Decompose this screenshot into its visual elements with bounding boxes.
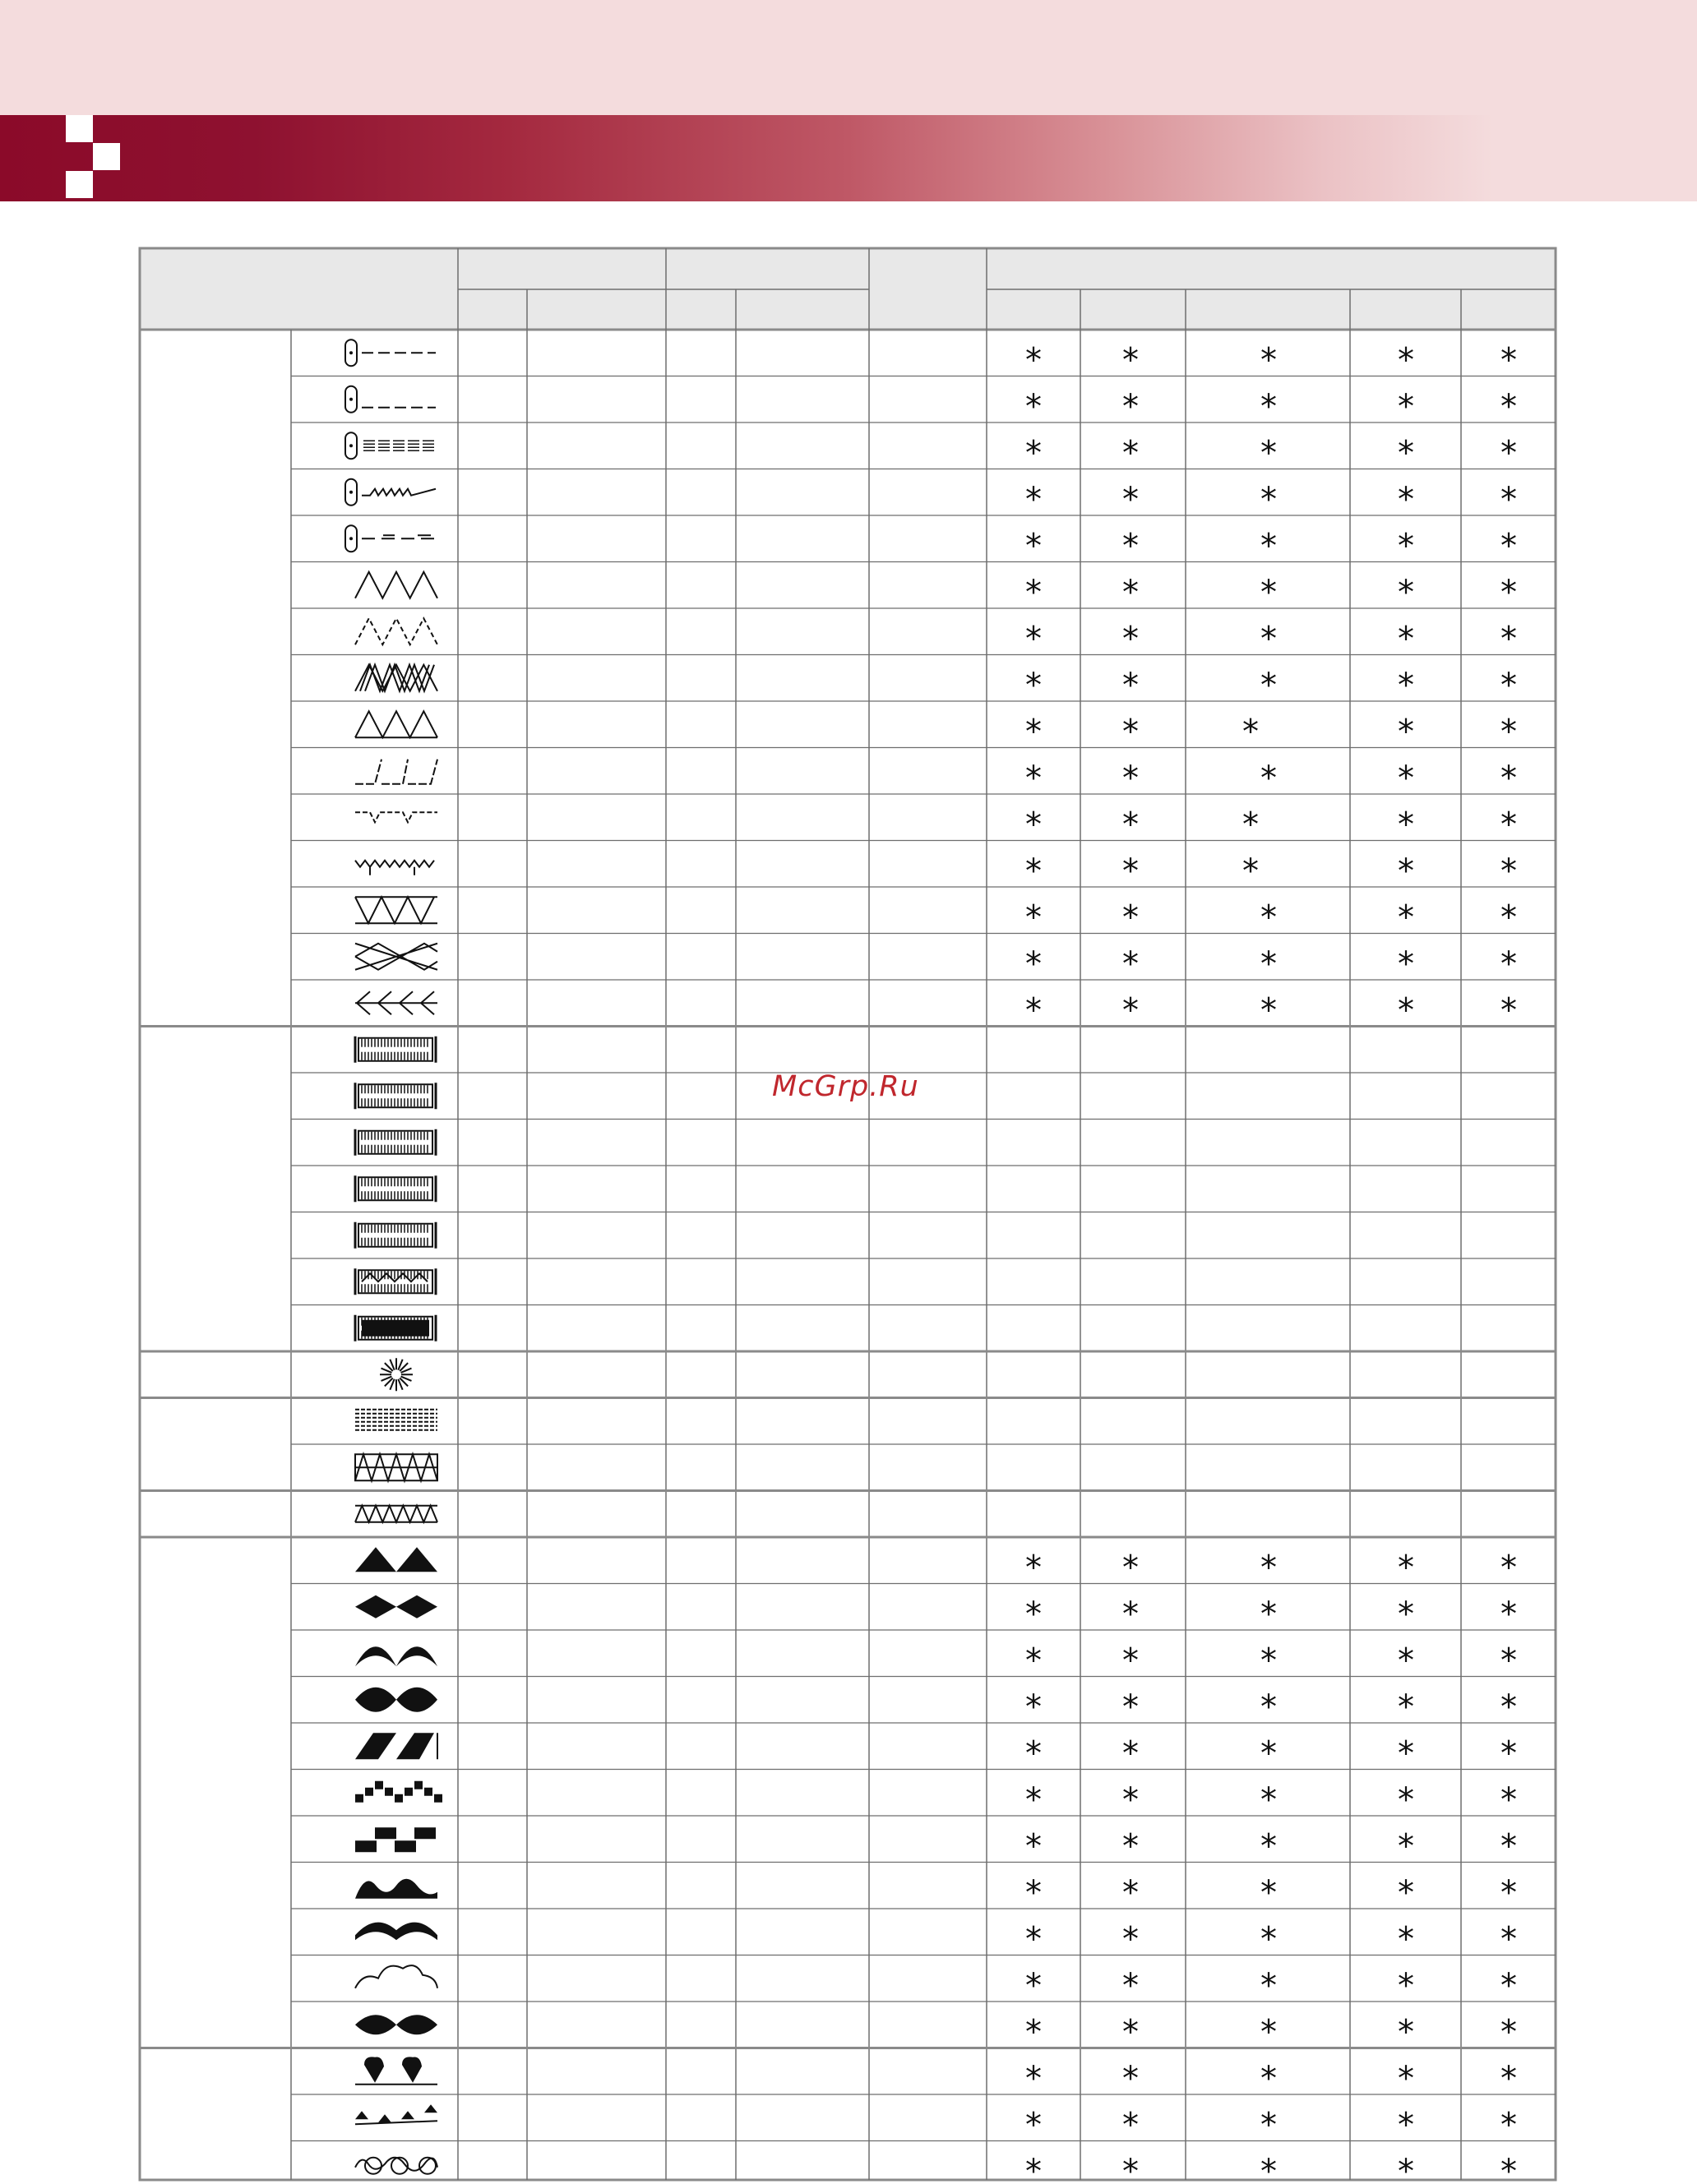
asterisk-mark: * (1122, 1595, 1139, 1633)
asterisk-mark: * (1260, 2106, 1277, 2145)
asterisk-mark: * (1500, 1734, 1517, 1773)
asterisk-mark: * (1398, 1549, 1414, 1587)
asterisk-mark: * (1122, 387, 1139, 426)
asterisk-mark: * (1122, 620, 1139, 658)
asterisk-mark: * (1260, 991, 1277, 1030)
asterisk-mark: * (1260, 387, 1277, 426)
asterisk-mark: * (1398, 434, 1414, 473)
asterisk-mark: * (1398, 991, 1414, 1030)
asterisk-mark: * (1122, 2013, 1139, 2052)
asterisk-mark: * (1242, 806, 1259, 844)
asterisk-mark: * (1500, 666, 1517, 704)
asterisk-mark: * (1025, 713, 1042, 751)
asterisk-mark: * (1500, 944, 1517, 983)
asterisk-mark: * (1025, 387, 1042, 426)
asterisk-mark: * (1025, 806, 1042, 844)
asterisk-mark: * (1260, 2152, 1277, 2184)
watermark-text: McGrp.Ru (772, 1070, 919, 1103)
asterisk-mark: * (1500, 480, 1517, 519)
asterisk-mark: * (1122, 852, 1139, 890)
asterisk-mark: * (1398, 1920, 1414, 1959)
asterisk-mark: * (1122, 1688, 1139, 1726)
asterisk-mark: * (1398, 1966, 1414, 2005)
asterisk-mark: * (1260, 759, 1277, 797)
asterisk-mark: * (1500, 620, 1517, 658)
asterisk-mark: * (1398, 527, 1414, 566)
asterisk-mark: * (1500, 2152, 1517, 2184)
asterisk-mark: * (1500, 1827, 1517, 1866)
asterisk-mark: * (1122, 991, 1139, 1030)
asterisk-mark: * (1500, 713, 1517, 751)
asterisk-mark: * (1260, 434, 1277, 473)
asterisk-mark: * (1260, 620, 1277, 658)
asterisk-mark: * (1398, 806, 1414, 844)
asterisk-mark: * (1398, 1780, 1414, 1819)
asterisk-mark: * (1025, 1780, 1042, 1819)
asterisk-mark: * (1122, 2059, 1139, 2098)
asterisk-mark: * (1500, 1688, 1517, 1726)
asterisk-mark: * (1398, 573, 1414, 612)
asterisk-mark: * (1260, 1595, 1277, 1633)
asterisk-mark: * (1500, 1641, 1517, 1680)
asterisk-mark: * (1500, 852, 1517, 890)
asterisk-mark: * (1025, 2059, 1042, 2098)
asterisk-mark: * (1122, 573, 1139, 612)
asterisk-mark: * (1500, 759, 1517, 797)
asterisk-mark: * (1398, 666, 1414, 704)
table-body-fill (140, 330, 1556, 2180)
asterisk-mark: * (1260, 1966, 1277, 2005)
asterisk-mark: * (1398, 1688, 1414, 1726)
asterisk-mark: * (1122, 1827, 1139, 1866)
asterisk-mark: * (1025, 434, 1042, 473)
asterisk-mark: * (1260, 1641, 1277, 1680)
asterisk-mark: * (1025, 2152, 1042, 2184)
asterisk-mark: * (1500, 434, 1517, 473)
asterisk-mark: * (1500, 387, 1517, 426)
asterisk-mark: * (1398, 898, 1414, 937)
asterisk-mark: * (1260, 1688, 1277, 1726)
asterisk-mark: * (1500, 2013, 1517, 2052)
asterisk-mark: * (1398, 759, 1414, 797)
asterisk-mark: * (1025, 944, 1042, 983)
asterisk-mark: * (1260, 1734, 1277, 1773)
asterisk-mark: * (1398, 852, 1414, 890)
asterisk-mark: * (1260, 944, 1277, 983)
asterisk-mark: * (1025, 1966, 1042, 2005)
asterisk-mark: * (1260, 527, 1277, 566)
asterisk-mark: * (1122, 480, 1139, 519)
asterisk-mark: * (1500, 1873, 1517, 1912)
asterisk-mark: * (1025, 991, 1042, 1030)
asterisk-mark: * (1398, 480, 1414, 519)
asterisk-mark: * (1122, 1780, 1139, 1819)
asterisk-mark: * (1025, 1734, 1042, 1773)
asterisk-mark: * (1122, 1920, 1139, 1959)
asterisk-mark: * (1242, 852, 1259, 890)
asterisk-mark: * (1025, 1827, 1042, 1866)
asterisk-mark: * (1500, 1595, 1517, 1633)
asterisk-mark: * (1260, 1873, 1277, 1912)
asterisk-mark: * (1122, 759, 1139, 797)
asterisk-mark: * (1025, 620, 1042, 658)
asterisk-mark: * (1398, 944, 1414, 983)
asterisk-mark: * (1500, 806, 1517, 844)
asterisk-mark: * (1122, 713, 1139, 751)
asterisk-mark: * (1500, 1780, 1517, 1819)
asterisk-mark: * (1500, 2059, 1517, 2098)
asterisk-mark: * (1398, 1873, 1414, 1912)
asterisk-mark: * (1122, 1641, 1139, 1680)
asterisk-mark: * (1122, 898, 1139, 937)
asterisk-mark: * (1025, 573, 1042, 612)
asterisk-mark: * (1122, 527, 1139, 566)
asterisk-mark: * (1500, 1966, 1517, 2005)
asterisk-mark: * (1122, 1966, 1139, 2005)
asterisk-mark: * (1260, 1827, 1277, 1866)
asterisk-mark: * (1398, 2059, 1414, 2098)
asterisk-mark: * (1500, 573, 1517, 612)
asterisk-mark: * (1122, 2152, 1139, 2184)
asterisk-mark: * (1260, 2059, 1277, 2098)
asterisk-mark: * (1260, 480, 1277, 519)
asterisk-mark: * (1122, 434, 1139, 473)
asterisk-mark: * (1500, 1920, 1517, 1959)
asterisk-mark: * (1500, 2106, 1517, 2145)
asterisk-mark: * (1500, 1549, 1517, 1587)
asterisk-mark: * (1025, 2013, 1042, 2052)
asterisk-mark: * (1122, 806, 1139, 844)
asterisk-mark: * (1260, 573, 1277, 612)
asterisk-mark: * (1025, 1595, 1042, 1633)
asterisk-mark: * (1122, 944, 1139, 983)
asterisk-mark: * (1260, 898, 1277, 937)
asterisk-mark: * (1025, 852, 1042, 890)
asterisk-mark: * (1260, 1780, 1277, 1819)
asterisk-mark: * (1025, 1641, 1042, 1680)
asterisk-mark: * (1025, 480, 1042, 519)
asterisk-mark: * (1260, 1920, 1277, 1959)
asterisk-mark: * (1025, 898, 1042, 937)
asterisk-mark: * (1122, 341, 1139, 380)
asterisk-mark: * (1025, 527, 1042, 566)
asterisk-mark: * (1398, 1595, 1414, 1633)
asterisk-mark: * (1025, 2106, 1042, 2145)
asterisk-mark: * (1398, 2106, 1414, 2145)
asterisk-mark: * (1500, 527, 1517, 566)
asterisk-mark: * (1398, 2152, 1414, 2184)
asterisk-mark: * (1025, 1920, 1042, 1959)
asterisk-mark: * (1025, 1873, 1042, 1912)
asterisk-mark: * (1025, 1688, 1042, 1726)
asterisk-mark: * (1398, 1641, 1414, 1680)
asterisk-mark: * (1500, 898, 1517, 937)
asterisk-mark: * (1398, 1734, 1414, 1773)
asterisk-mark: * (1122, 1873, 1139, 1912)
asterisk-mark: * (1025, 341, 1042, 380)
asterisk-mark: * (1122, 1734, 1139, 1773)
asterisk-mark: * (1122, 1549, 1139, 1587)
asterisk-mark: * (1025, 759, 1042, 797)
asterisk-mark: * (1398, 341, 1414, 380)
asterisk-mark: * (1398, 1827, 1414, 1866)
asterisk-mark: * (1260, 666, 1277, 704)
asterisk-mark: * (1398, 387, 1414, 426)
asterisk-mark: * (1398, 2013, 1414, 2052)
asterisk-mark: * (1398, 620, 1414, 658)
asterisk-mark: * (1122, 666, 1139, 704)
asterisk-mark: * (1500, 341, 1517, 380)
asterisk-mark: * (1500, 991, 1517, 1030)
asterisk-mark: * (1398, 713, 1414, 751)
asterisk-mark: * (1260, 341, 1277, 380)
asterisk-mark: * (1025, 1549, 1042, 1587)
asterisk-mark: * (1122, 2106, 1139, 2145)
asterisk-mark: * (1260, 2013, 1277, 2052)
asterisk-mark: * (1025, 666, 1042, 704)
asterisk-mark: * (1242, 713, 1259, 751)
asterisk-mark: * (1260, 1549, 1277, 1587)
